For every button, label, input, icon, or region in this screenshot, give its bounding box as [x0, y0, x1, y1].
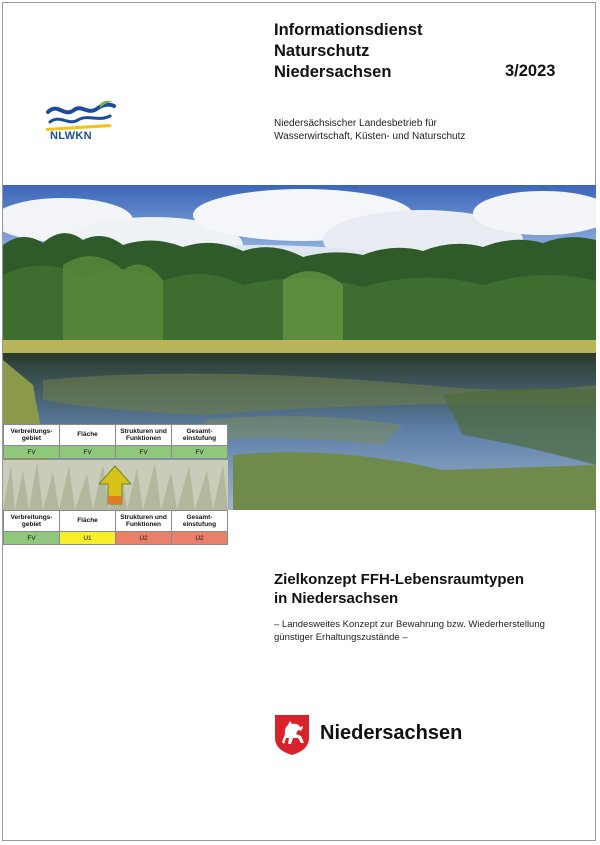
grass-strip-image [3, 460, 228, 510]
value-gesamteinstufung: U2 [172, 532, 228, 545]
header-strukturen: Strukturen und Funktionen [116, 425, 172, 446]
value-flaeche: U1 [60, 532, 116, 545]
series-title-line-1: Informationsdienst [274, 21, 423, 39]
document-subtitle: – Landesweites Konzept zur Bewahrung bzw. Wiederherstellung günstiger Erhaltungszustände – [274, 619, 545, 643]
header-gesamteinstufung: Gesamt- einstufung [172, 511, 228, 532]
horse-coat-of-arms-icon [274, 714, 310, 756]
publisher-line-1: Niedersächsischer Landesbetrieb für [274, 118, 437, 129]
publisher-name [274, 117, 465, 143]
state-name: Niedersachsen [320, 722, 463, 744]
value-gesamteinstufung: FV [172, 446, 228, 459]
header-flaeche: Fläche [60, 511, 116, 532]
value-verbreitungsgebiet: FV [4, 446, 60, 459]
value-flaeche: FV [60, 446, 116, 459]
series-title-line-2: Naturschutz [274, 42, 370, 60]
document-title-line-2: in Niedersachsen [274, 590, 399, 607]
nlwkn-logo-text: NLWKN [50, 130, 92, 142]
value-verbreitungsgebiet: FV [4, 532, 60, 545]
assessment-table-target [3, 510, 228, 545]
document-title [274, 570, 524, 608]
header-verbreitungsgebiet: Verbreitungs- gebiet [4, 425, 60, 446]
header-verbreitungsgebiet: Verbreitungs- gebiet [4, 511, 60, 532]
value-strukturen: FV [116, 446, 172, 459]
value-strukturen: U2 [116, 532, 172, 545]
publisher-line-2: Wasserwirtschaft, Küsten- und Naturschutz [274, 131, 466, 142]
document-title-line-1: Zielkonzept FFH-Lebensraumtypen [274, 571, 525, 588]
header-gesamteinstufung: Gesamt- einstufung [172, 425, 228, 446]
header-strukturen: Strukturen und Funktionen [116, 511, 172, 532]
header-flaeche: Fläche [60, 425, 116, 446]
issue-number: 3/2023 [505, 62, 556, 80]
series-title-line-3: Niedersachsen [274, 63, 392, 81]
assessment-table-current [3, 424, 228, 459]
